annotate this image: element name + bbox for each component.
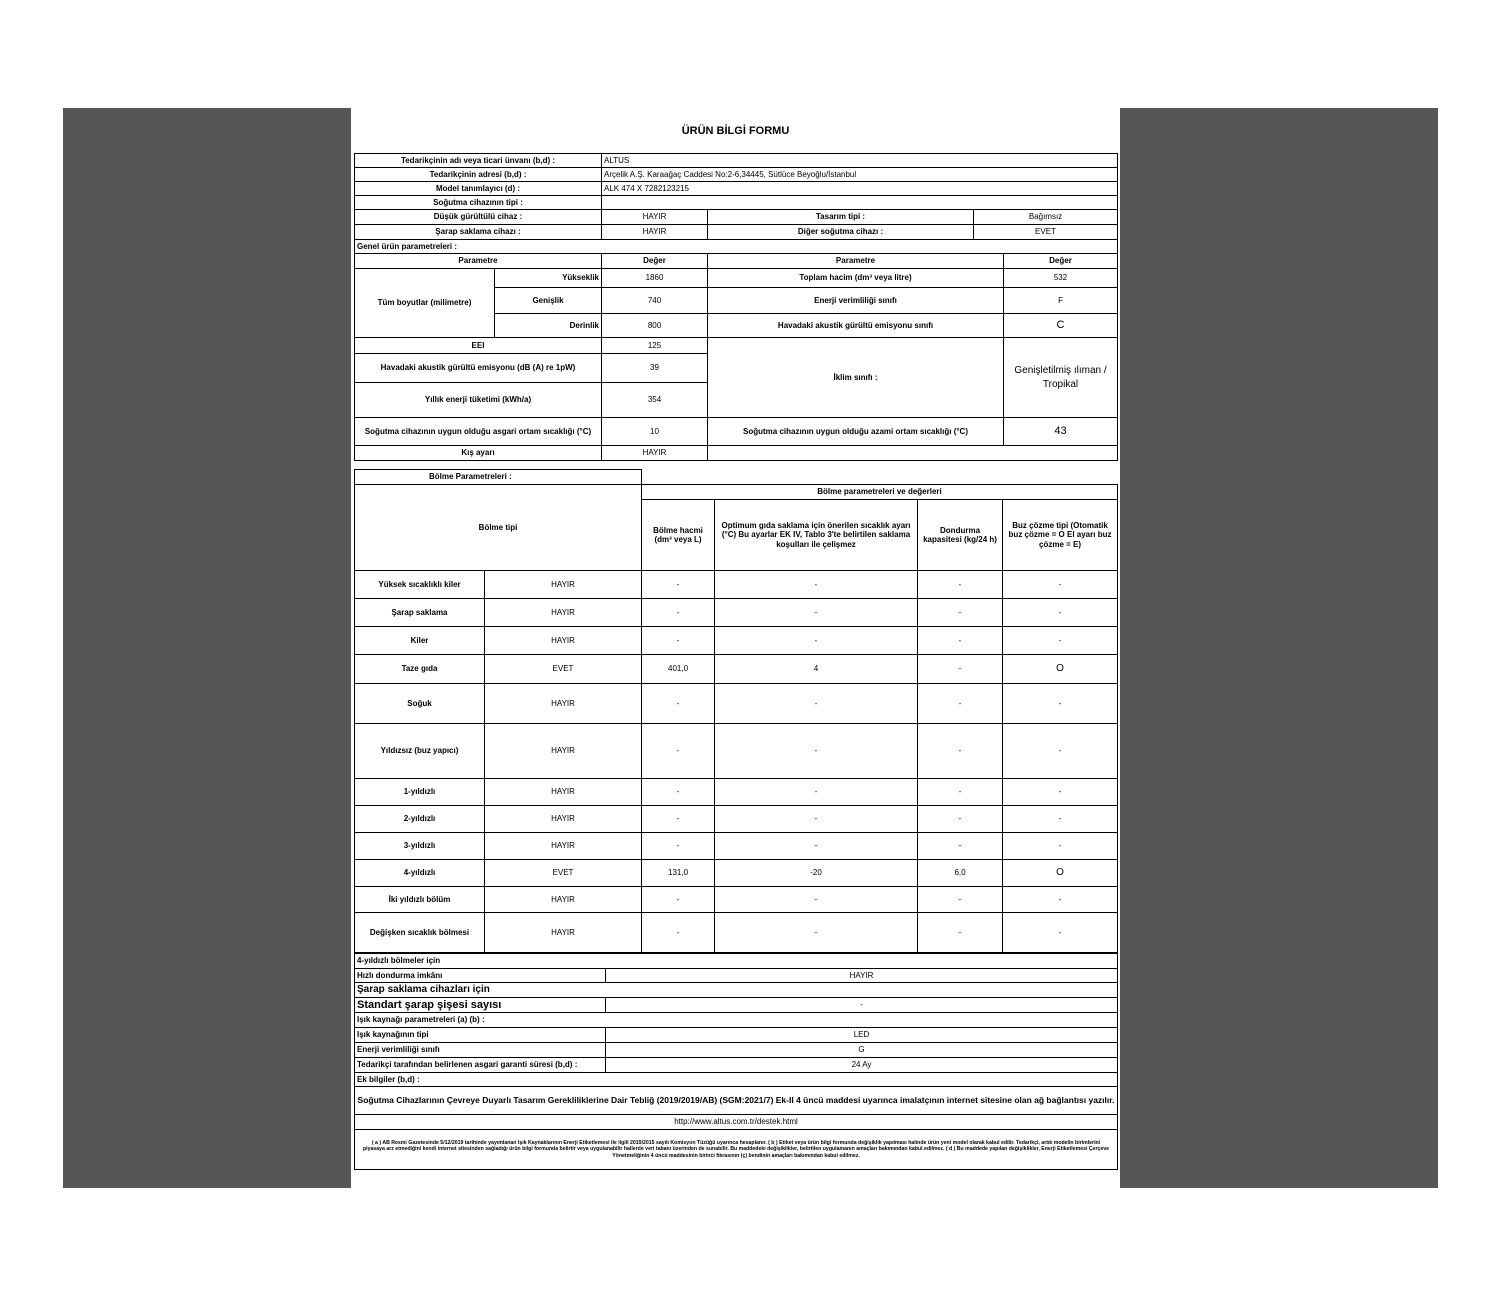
compartment-freeze: - bbox=[918, 887, 1003, 913]
col-freeze-header: Dondurma kapasitesi (kg/24 h) bbox=[918, 500, 1003, 571]
other-appliance-value: EVET bbox=[974, 225, 1118, 240]
compartment-temp: - bbox=[715, 571, 918, 599]
compartment-name: 1-yıldızlı bbox=[355, 779, 485, 806]
compartment-present: HAYIR bbox=[485, 913, 642, 953]
viewer-background-right bbox=[1120, 108, 1438, 1188]
compartment-freeze: - bbox=[918, 684, 1003, 724]
col-volume-header: Bölme hacmi (dm³ veya L) bbox=[642, 500, 715, 571]
param-header-left: Parametre bbox=[355, 254, 602, 269]
wine-appliance-header: Şarap saklama cihazları için bbox=[355, 983, 1118, 998]
compartment-freeze: - bbox=[918, 806, 1003, 833]
compartment-defrost: - bbox=[1003, 724, 1118, 779]
annual-energy-value: 354 bbox=[602, 383, 708, 418]
compartment-freeze: 6,0 bbox=[918, 860, 1003, 887]
compartment-defrost: - bbox=[1003, 627, 1118, 655]
noise-class-label: Havadaki akustik gürültü emisyonu sınıfı bbox=[708, 314, 1004, 338]
light-type-value: LED bbox=[606, 1028, 1118, 1043]
compartment-name: 2-yıldızlı bbox=[355, 806, 485, 833]
compartment-temp: -20 bbox=[715, 860, 918, 887]
extra-info-label: Ek bilgiler (b,d) : bbox=[355, 1073, 1118, 1087]
compartment-type-header: Bölme tipi bbox=[355, 485, 642, 571]
compartment-volume: - bbox=[642, 913, 715, 953]
height-value: 1860 bbox=[602, 269, 708, 288]
wine-storage-label: Şarap saklama cihazı : bbox=[355, 225, 602, 240]
compartment-present: EVET bbox=[485, 655, 642, 684]
wine-storage-value: HAYIR bbox=[602, 225, 708, 240]
compartment-name: Soğuk bbox=[355, 684, 485, 724]
width-label: Genişlik bbox=[495, 288, 602, 314]
compartment-name: Yıldızsız (buz yapıcı) bbox=[355, 724, 485, 779]
supplier-address-value: Arçelik A.Ş. Karaağaç Caddesi No:2-6,34445, Sütlüce Beyoğlu/İstanbul bbox=[602, 168, 1118, 182]
compartment-defrost: - bbox=[1003, 806, 1118, 833]
compartment-name: 4-yıldızlı bbox=[355, 860, 485, 887]
noise-db-label: Havadaki akustik gürültü emisyonu (dB (A) re 1pW) bbox=[355, 354, 602, 383]
compartment-freeze: - bbox=[918, 655, 1003, 684]
compartment-name: Yüksek sıcaklıklı kiler bbox=[355, 571, 485, 599]
eei-value: 125 bbox=[602, 338, 708, 354]
col-defrost-header: Buz çözme tipi (Otomatik buz çözme = O El ayarı buz çözme = E) bbox=[1003, 500, 1118, 571]
supplier-address-label: Tedarikçinin adresi (b,d) : bbox=[355, 168, 602, 182]
compartment-name: 3-yıldızlı bbox=[355, 833, 485, 860]
height-label: Yükseklik bbox=[495, 269, 602, 288]
compartment-temp: - bbox=[715, 724, 918, 779]
compartment-present: HAYIR bbox=[485, 627, 642, 655]
support-link[interactable]: http://www.altus.com.tr/destek.html bbox=[355, 1115, 1118, 1130]
compartments-header: Bölme Parametreleri : bbox=[355, 470, 642, 485]
general-header: Genel ürün parametreleri : bbox=[355, 240, 1118, 254]
footnotes: ( a ) AB Resmi Gazetesinde 5/12/2019 tarihinde yayımlanan Işık Kaynaklarının Enerji Etiketlemesi ile ilgili 2019/2015 sayılı Komisyon Tüzüğü uyarınca hesaplanır. ( b ) Etiket veya ürün bilgi formunda değişiklik yapılması halinde ürün yeni model olarak kabul edilir. Tedarikçi, artık modelin birimlerini piyasaya arz etmediğini kendi internet sitesinden sağladığı ürün bilgi formunda belirtir veya uygulanabilir hallerde veri tabanı üzerinden de sunabilir. Bu maddedeki değişiklikler, belirtilen uygulamanın amaçları bakımından kabul edilmez. ( d ) Bu maddede yapılan değişiklikler, Enerji Etiketlemesi Çerçeve Yönetmeliğinin 4 üncü maddesinin birinci fıkrasının (ç) bendinin amaçları bakımından kabul edilmez. bbox=[355, 1130, 1118, 1170]
compartment-defrost: - bbox=[1003, 599, 1118, 627]
table-row bbox=[355, 724, 1118, 779]
compartment-freeze: - bbox=[918, 833, 1003, 860]
compartment-defrost: - bbox=[1003, 571, 1118, 599]
light-source-header: Işık kaynağı parametreleri (a) (b) : bbox=[355, 1013, 1118, 1028]
warranty-value: 24 Ay bbox=[606, 1058, 1118, 1073]
climate-class-value: Genişletilmiş ılıman / Tropikal bbox=[1004, 338, 1118, 418]
compartment-defrost: - bbox=[1003, 833, 1118, 860]
compartment-present: HAYIR bbox=[485, 833, 642, 860]
wine-bottles-label: Standart şarap şişesi sayısı bbox=[355, 998, 606, 1013]
compartment-defrost: - bbox=[1003, 887, 1118, 913]
page-title: ÜRÜN BİLGİ FORMU bbox=[681, 125, 790, 137]
compartment-temp: - bbox=[715, 684, 918, 724]
compartment-present: HAYIR bbox=[485, 684, 642, 724]
compartment-present: HAYIR bbox=[485, 806, 642, 833]
value-header-right: Değer bbox=[1004, 254, 1118, 269]
compartment-temp: - bbox=[715, 779, 918, 806]
table-row bbox=[355, 833, 1118, 860]
compartment-present: HAYIR bbox=[485, 571, 642, 599]
design-type-label: Tasarım tipi : bbox=[708, 210, 974, 225]
compartment-defrost: - bbox=[1003, 779, 1118, 806]
light-energy-value: G bbox=[606, 1043, 1118, 1058]
compartment-temp: - bbox=[715, 627, 918, 655]
compartment-volume: - bbox=[642, 779, 715, 806]
max-temp-value: 43 bbox=[1004, 418, 1118, 446]
compartment-volume: - bbox=[642, 684, 715, 724]
fast-freeze-value: HAYIR bbox=[606, 969, 1118, 983]
supplier-name-value: ALTUS bbox=[602, 154, 1118, 168]
other-appliance-label: Diğer soğutma cihazı : bbox=[708, 225, 974, 240]
param-header-right: Parametre bbox=[708, 254, 1004, 269]
compartment-present: EVET bbox=[485, 860, 642, 887]
light-energy-label: Enerji verimliliği sınıfı bbox=[355, 1043, 606, 1058]
fast-freeze-label: Hızlı dondurma imkânı bbox=[355, 969, 606, 983]
compartment-volume: - bbox=[642, 599, 715, 627]
value-header-left: Değer bbox=[602, 254, 708, 269]
min-temp-value: 10 bbox=[602, 418, 708, 446]
model-value: ALK 474 X 7282123215 bbox=[602, 182, 1118, 196]
noise-db-value: 39 bbox=[602, 354, 708, 383]
compartment-volume: 131,0 bbox=[642, 860, 715, 887]
compartment-freeze: - bbox=[918, 779, 1003, 806]
table-row bbox=[355, 571, 1118, 599]
compartment-defrost: O bbox=[1003, 655, 1118, 684]
design-type-value: Bağımsız bbox=[974, 210, 1118, 225]
winter-setting-blank bbox=[708, 446, 1118, 461]
table-row bbox=[355, 655, 1118, 684]
winter-setting-label: Kış ayarı bbox=[355, 446, 602, 461]
compartment-present: HAYIR bbox=[485, 724, 642, 779]
table-row bbox=[355, 599, 1118, 627]
compartment-temp: - bbox=[715, 887, 918, 913]
appliance-type-label: Soğutma cihazının tipi : bbox=[355, 196, 602, 210]
compartment-temp: - bbox=[715, 599, 918, 627]
low-noise-label: Düşük gürültülü cihaz : bbox=[355, 210, 602, 225]
compartment-name: Şarap saklama bbox=[355, 599, 485, 627]
col-temp-header: Optimum gıda saklama için önerilen sıcaklık ayarı (°C) Bu ayarlar EK IV, Tablo 3'te belirtilen saklama koşulları ile çelişmez bbox=[715, 500, 918, 571]
compartment-freeze: - bbox=[918, 571, 1003, 599]
table-row bbox=[355, 806, 1118, 833]
table-row bbox=[355, 684, 1118, 724]
winter-setting-value: HAYIR bbox=[602, 446, 708, 461]
four-star-header: 4-yıldızlı bölmeler için bbox=[355, 954, 1118, 969]
climate-class-label: İklim sınıfı : bbox=[708, 338, 1004, 418]
table-row bbox=[355, 779, 1118, 806]
wine-bottles-value: - bbox=[606, 998, 1118, 1013]
compartment-volume: - bbox=[642, 571, 715, 599]
compartment-defrost: O bbox=[1003, 860, 1118, 887]
compartment-name: Değişken sıcaklık bölmesi bbox=[355, 913, 485, 953]
compartment-freeze: - bbox=[918, 599, 1003, 627]
table-row bbox=[355, 887, 1118, 913]
table-row bbox=[355, 913, 1118, 953]
compartment-name: Kiler bbox=[355, 627, 485, 655]
supplier-name-label: Tedarikçinin adı veya ticari ünvanı (b,d) : bbox=[355, 154, 602, 168]
product-info-sheet bbox=[351, 108, 1120, 1188]
extra-info-text: Soğutma Cihazlarının Çevreye Duyarlı Tasarım Gerekliliklerine Dair Tebliğ (2019/2019/AB) (SGM:2021/7) Ek-II 4 üncü maddesi uyarınca imalatçının internet sitesine olan ağ bağlantısı yazılır. bbox=[355, 1087, 1118, 1115]
compartment-volume: - bbox=[642, 806, 715, 833]
compartment-temp: 4 bbox=[715, 655, 918, 684]
max-temp-label: Soğutma cihazının uygun olduğu azami ortam sıcaklığı (°C) bbox=[708, 418, 1004, 446]
viewer-background-left bbox=[63, 108, 351, 1188]
compartment-name: Taze gıda bbox=[355, 655, 485, 684]
noise-class-value: C bbox=[1004, 314, 1118, 338]
compartment-defrost: - bbox=[1003, 684, 1118, 724]
compartment-present: HAYIR bbox=[485, 887, 642, 913]
compartment-volume: - bbox=[642, 887, 715, 913]
annual-energy-label: Yıllık enerji tüketimi (kWh/a) bbox=[355, 383, 602, 418]
compartment-group-header: Bölme parametreleri ve değerleri bbox=[642, 485, 1118, 500]
width-value: 740 bbox=[602, 288, 708, 314]
appliance-type-value bbox=[602, 196, 1118, 210]
min-temp-label: Soğutma cihazının uygun olduğu asgari ortam sıcaklığı (°C) bbox=[355, 418, 602, 446]
total-volume-label: Toplam hacim (dm³ veya litre) bbox=[708, 269, 1004, 288]
compartment-volume: - bbox=[642, 627, 715, 655]
total-volume-value: 532 bbox=[1004, 269, 1118, 288]
compartment-volume: 401,0 bbox=[642, 655, 715, 684]
footer-table bbox=[354, 953, 1118, 1170]
compartment-freeze: - bbox=[918, 627, 1003, 655]
energy-class-label: Enerji verimliliği sınıfı bbox=[708, 288, 1004, 314]
compartment-present: HAYIR bbox=[485, 599, 642, 627]
compartment-temp: - bbox=[715, 833, 918, 860]
energy-class-value: F bbox=[1004, 288, 1118, 314]
table-row bbox=[355, 627, 1118, 655]
compartment-volume: - bbox=[642, 833, 715, 860]
compartment-freeze: - bbox=[918, 913, 1003, 953]
depth-value: 800 bbox=[602, 314, 708, 338]
compartment-defrost: - bbox=[1003, 913, 1118, 953]
compartment-present: HAYIR bbox=[485, 779, 642, 806]
compartment-temp: - bbox=[715, 913, 918, 953]
table-row bbox=[355, 860, 1118, 887]
warranty-label: Tedarikçi tarafından belirlenen asgari garanti süresi (b,d) : bbox=[355, 1058, 606, 1073]
compartment-freeze: - bbox=[918, 724, 1003, 779]
compartment-name: İki yıldızlı bölüm bbox=[355, 887, 485, 913]
general-parameters-table bbox=[354, 153, 1118, 461]
dimensions-label: Tüm boyutlar (milimetre) bbox=[355, 269, 495, 338]
light-type-label: Işık kaynağının tipi bbox=[355, 1028, 606, 1043]
compartment-volume: - bbox=[642, 724, 715, 779]
model-label: Model tanımlayıcı (d) : bbox=[355, 182, 602, 196]
eei-label: EEI bbox=[355, 338, 602, 354]
depth-label: Derinlik bbox=[495, 314, 602, 338]
low-noise-value: HAYIR bbox=[602, 210, 708, 225]
compartment-temp: - bbox=[715, 806, 918, 833]
compartments-table bbox=[354, 469, 1118, 953]
